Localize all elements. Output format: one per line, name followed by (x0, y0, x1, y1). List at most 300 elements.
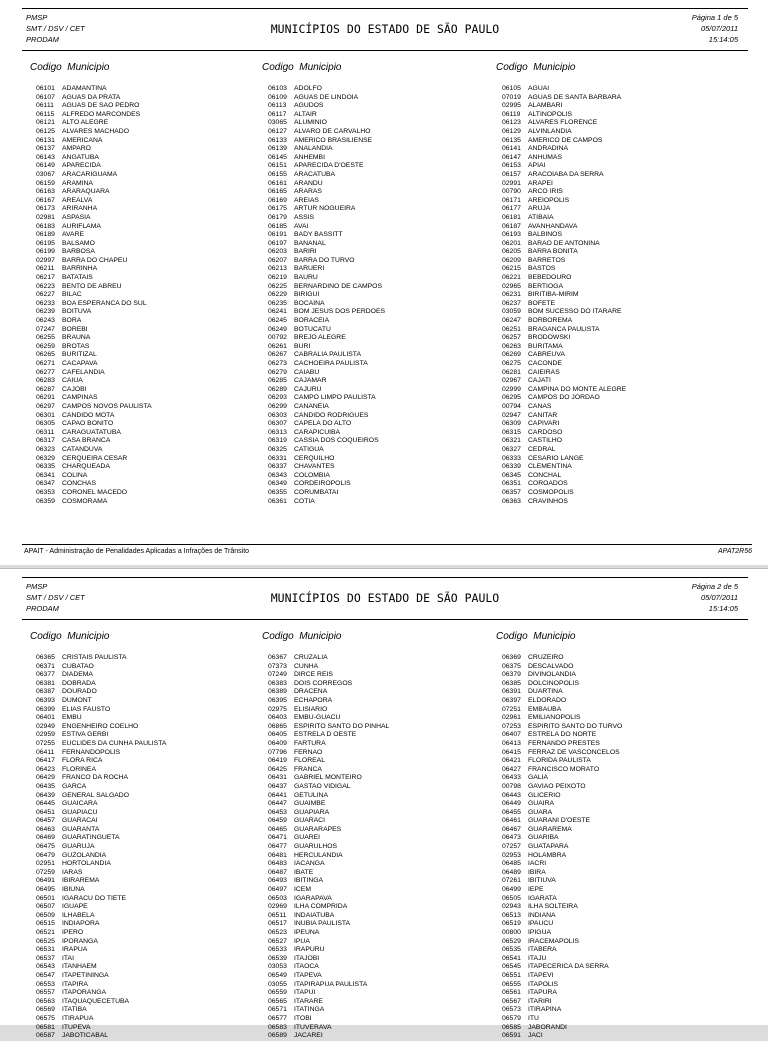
municipio-name: BARRINHA (62, 265, 98, 273)
municipio-row (36, 989, 166, 998)
municipio-row (268, 154, 385, 163)
municipio-code: 06515 (36, 920, 55, 928)
municipio-code: 06219 (268, 274, 287, 282)
municipio-code: 06173 (36, 205, 55, 213)
municipio-name: ESPIRITO SANTO DO TURVO (528, 722, 623, 730)
municipio-name: BORA (62, 317, 82, 325)
municipio-code: 06477 (268, 843, 287, 851)
municipio-row (268, 843, 389, 852)
municipio-code: 06533 (268, 946, 287, 954)
municipio-code: 07796 (268, 748, 287, 756)
municipio-row (268, 446, 385, 455)
header-meta-block (692, 12, 738, 45)
municipio-name: IPEUNA (294, 929, 320, 936)
municipio-name: AREIAS (294, 196, 319, 204)
municipio-code: 06367 (268, 654, 287, 661)
municipio-code: 06283 (36, 377, 55, 385)
municipio-code: 06411 (36, 748, 55, 756)
municipio-row (502, 463, 626, 472)
municipio-name: CRISTAIS PAULISTA (62, 654, 127, 661)
report-title: MUNICÍPIOS DO ESTADO DE SÃO PAULO (270, 591, 500, 605)
municipio-code: 06183 (36, 222, 55, 230)
municipio-code: 06317 (36, 437, 55, 445)
municipio-row (268, 920, 389, 929)
municipio-name: BRAGANCA PAULISTA (528, 325, 600, 333)
municipio-name: CAIABU (294, 368, 320, 376)
municipio-code: 06155 (268, 170, 287, 178)
municipio-name: BARRA BONITA (528, 248, 578, 256)
municipio-code: 06417 (36, 757, 55, 765)
municipio-code: 06197 (268, 239, 287, 247)
municipio-row (268, 291, 385, 300)
municipio-code: 06285 (268, 377, 287, 385)
municipio-name: FRANCO DA ROCHA (62, 774, 129, 782)
municipio-row (502, 706, 622, 715)
municipio-row (268, 248, 385, 257)
municipio-row (502, 757, 622, 766)
municipio-row (268, 792, 389, 801)
municipio-row (268, 283, 385, 292)
municipio-row (502, 740, 622, 749)
municipio-list (268, 654, 389, 1041)
municipio-code: 06509 (36, 911, 55, 919)
municipio-name: CLEMENTINA (528, 463, 572, 471)
municipio-name: BIRITIBA-MIRIM (528, 291, 579, 299)
municipio-row (36, 231, 152, 240)
municipio-code: 03067 (36, 170, 55, 178)
municipio-name: DIRCE REIS (294, 671, 333, 679)
municipio-code: 06505 (502, 894, 521, 902)
municipio-row (36, 205, 152, 214)
municipio-code: 06157 (502, 170, 521, 178)
municipio-row (502, 834, 622, 843)
municipio-name: BANANAL (294, 239, 326, 247)
municipio-name: BORACEIA (294, 317, 330, 325)
municipio-code: 06397 (502, 696, 521, 704)
municipio-code: 06423 (36, 765, 55, 773)
municipio-code: 03065 (268, 119, 287, 127)
municipio-name: CASA BRANCA (62, 437, 111, 445)
municipio-code: 02991 (502, 179, 521, 187)
municipio-row (36, 1015, 166, 1024)
municipio-name: DUARTINA (528, 688, 563, 696)
municipio-name: GETULINA (294, 791, 328, 799)
municipio-name: AGUAI (528, 85, 550, 92)
municipio-name: ASPASIA (62, 213, 91, 221)
column-header: Codigo Municipio (262, 631, 342, 642)
municipio-name: CUNHA (294, 662, 319, 670)
municipio-code: 06537 (36, 954, 55, 962)
municipio-name: ARCO IRIS (528, 188, 563, 196)
municipio-name: HERCULANDIA (294, 851, 343, 859)
municipio-row (36, 94, 152, 103)
municipio-name: INDIAPORA (62, 920, 100, 928)
municipio-code: 06371 (36, 662, 55, 670)
municipio-name: IACRI (528, 860, 547, 868)
municipio-code: 06151 (268, 162, 287, 170)
municipio-code: 06307 (268, 420, 287, 428)
municipio-code: 06419 (268, 757, 287, 765)
municipio-code: 06487 (268, 868, 287, 876)
municipio-name: DIVINOLANDIA (528, 671, 576, 679)
column-header: Codigo Municipio (262, 62, 342, 73)
municipio-row (502, 697, 622, 706)
municipio-code: 06153 (502, 162, 521, 170)
municipio-row (36, 283, 152, 292)
municipio-name: ELDORADO (528, 696, 567, 704)
municipio-code: 06473 (502, 834, 521, 842)
municipio-code: 06555 (502, 980, 521, 988)
report-header (22, 577, 748, 620)
municipio-code: 02965 (502, 282, 521, 290)
municipio-code: 02999 (502, 385, 521, 393)
municipio-row (268, 386, 385, 395)
municipio-code: 06395 (268, 696, 287, 704)
municipio-code: 06143 (36, 153, 55, 161)
municipio-code: 06327 (502, 445, 521, 453)
municipio-row (502, 386, 626, 395)
municipio-row (36, 843, 166, 852)
municipio-code: 06379 (502, 671, 521, 679)
municipio-code: 02981 (36, 213, 55, 221)
municipio-row (36, 706, 166, 715)
municipio-row (36, 403, 152, 412)
municipio-code: 06261 (268, 342, 287, 350)
municipio-row (36, 903, 166, 912)
municipio-row (36, 351, 152, 360)
municipio-name: BREJO ALEGRE (294, 334, 346, 342)
municipio-row (502, 877, 622, 886)
municipio-name: IARAS (62, 868, 83, 876)
municipio-name: BARRA DO CHAPEU (62, 256, 128, 264)
municipio-name: BASTOS (528, 265, 556, 273)
municipio-name: ITAJOBI (294, 954, 320, 962)
municipio-code: 06459 (268, 817, 287, 825)
municipio-code: 06387 (36, 688, 55, 696)
municipio-name: DIADEMA (62, 671, 93, 679)
municipio-row (502, 240, 626, 249)
municipio-name: ITAPETININGA (62, 971, 109, 979)
header-org-smt: SMT / DSV / CET (26, 593, 85, 602)
municipio-code: 06587 (36, 1032, 55, 1040)
municipio-row (36, 817, 166, 826)
municipio-name: ITANHAEM (62, 963, 97, 971)
municipio-row (268, 498, 385, 507)
municipio-code: 06117 (268, 110, 287, 118)
municipio-row (36, 137, 152, 146)
municipio-row (268, 334, 385, 343)
municipio-code: 02997 (36, 256, 55, 264)
municipio-name: ARACARIGUAMA (62, 170, 118, 178)
municipio-row (268, 852, 389, 861)
municipio-name: GUARANTA (62, 825, 100, 833)
municipio-row (36, 877, 166, 886)
municipio-code: 06499 (502, 886, 521, 894)
municipio-code: 06217 (36, 274, 55, 282)
municipio-row (268, 240, 385, 249)
municipio-name: BROTAS (62, 342, 90, 350)
municipio-code: 06517 (268, 920, 287, 928)
municipio-name: CAMPINA DO MONTE ALEGRE (528, 385, 627, 393)
municipio-row (268, 912, 389, 921)
municipio-name: BEBEDOURO (528, 274, 572, 282)
municipio-name: ITUPEVA (62, 1023, 91, 1031)
municipio-row (502, 1024, 622, 1033)
municipio-row (36, 489, 152, 498)
municipio-row (502, 989, 622, 998)
municipio-row (36, 886, 166, 895)
municipio-row (268, 817, 389, 826)
municipio-row (36, 498, 152, 507)
municipio-name: IPAUCU (528, 920, 554, 928)
municipio-code: 07253 (502, 722, 521, 730)
municipio-name: ILHA SOLTEIRA (528, 903, 578, 911)
municipio-code: 07249 (268, 671, 287, 679)
municipio-name: CESARIO LANGE (528, 454, 584, 462)
municipio-name: ITAPOLIS (528, 980, 559, 988)
municipio-code: 06521 (36, 929, 55, 936)
municipio-name: ALVARO DE CARVALHO (294, 127, 371, 135)
municipio-name: CHARQUEADA (62, 463, 110, 471)
municipio-row (502, 981, 622, 990)
municipio-name: FERRAZ DE VASCONCELOS (528, 748, 620, 756)
municipio-name: CABREUVA (528, 351, 565, 359)
municipio-name: IEPE (528, 886, 544, 894)
municipio-row (502, 792, 622, 801)
municipio-code: 06433 (502, 774, 521, 782)
municipio-name: ALTINOPOLIS (528, 110, 573, 118)
municipio-code: 06497 (268, 886, 287, 894)
municipio-name: ARAPEI (528, 179, 553, 187)
municipio-name: CARAPICUIBA (294, 428, 341, 436)
municipio-row (502, 351, 626, 360)
municipio-name: AMPARO (62, 145, 91, 153)
municipio-code: 06175 (268, 205, 287, 213)
municipio-code: 06241 (268, 308, 287, 316)
municipio-code: 06149 (36, 162, 55, 170)
municipio-row (36, 300, 152, 309)
municipio-row (268, 946, 389, 955)
municipio-list (268, 85, 385, 506)
municipio-row (268, 740, 389, 749)
municipio-code: 06207 (268, 256, 287, 264)
municipio-row (268, 369, 385, 378)
municipio-row (36, 429, 152, 438)
municipio-row (268, 197, 385, 206)
municipio-name: JACI (528, 1032, 543, 1040)
municipio-code: 06163 (36, 188, 55, 196)
municipio-row (268, 1032, 389, 1041)
municipio-row (36, 265, 152, 274)
municipio-code: 06481 (268, 851, 287, 859)
municipio-code: 06557 (36, 989, 55, 997)
municipio-code: 06233 (36, 299, 55, 307)
municipio-name: HOLAMBRA (528, 851, 567, 859)
municipio-name: ARANDU (294, 179, 323, 187)
municipio-code: 06465 (268, 825, 287, 833)
municipio-name: CAFELANDIA (62, 368, 105, 376)
municipio-name: BARAO DE ANTONINA (528, 239, 600, 247)
municipio-row (268, 455, 385, 464)
page-number: Página 1 de 5 (691, 13, 738, 22)
municipio-name: ITATINGA (294, 1006, 325, 1014)
municipio-name: ALAMBARI (528, 102, 563, 110)
municipio-row (268, 654, 389, 663)
municipio-name: CAMPOS NOVOS PAULISTA (62, 402, 152, 410)
municipio-name: EMILIANOPOLIS (528, 714, 581, 722)
municipio-name: ALTAIR (294, 110, 317, 118)
municipio-row (268, 223, 385, 232)
municipio-code: 06483 (268, 860, 287, 868)
municipio-name: CAPELA DO ALTO (294, 420, 352, 428)
municipio-row (36, 852, 166, 861)
municipio-name: GUAICARA (62, 800, 98, 808)
municipio-name: BURITAMA (528, 342, 563, 350)
municipio-row (502, 654, 622, 663)
municipio-code: 06313 (268, 428, 287, 436)
municipio-name: ITAQUAQUECETUBA (62, 997, 130, 1005)
column-1 (30, 631, 166, 1041)
column-1 (30, 62, 152, 506)
municipio-row (36, 912, 166, 921)
municipio-row (502, 714, 622, 723)
municipio-row (36, 257, 152, 266)
municipio-code: 06289 (268, 385, 287, 393)
municipio-row (268, 265, 385, 274)
municipio-name: IBITIUVA (528, 877, 556, 885)
municipio-row (36, 929, 166, 938)
municipio-code: 06455 (502, 808, 521, 816)
municipio-row (502, 920, 622, 929)
municipio-code: 06385 (502, 679, 521, 687)
municipio-code: 06427 (502, 765, 521, 773)
municipio-name: EMBU (62, 714, 82, 722)
municipio-code: 06167 (36, 196, 55, 204)
municipio-name: CUBATAO (62, 662, 94, 670)
municipio-row (502, 317, 626, 326)
municipio-name: GUAREI (294, 834, 321, 842)
municipio-code: 06211 (36, 265, 55, 273)
municipio-name: CAIEIRAS (528, 368, 560, 376)
municipio-name: ESPIRITO SANTO DO PINHAL (294, 722, 390, 730)
municipio-row (502, 886, 622, 895)
municipio-row (502, 731, 622, 740)
municipio-row (36, 809, 166, 818)
municipio-code: 06551 (502, 971, 521, 979)
municipio-row (268, 111, 385, 120)
report-header (22, 8, 748, 51)
municipio-code: 07247 (36, 325, 55, 333)
municipio-name: CACAPAVA (62, 360, 98, 367)
municipio-row (268, 860, 389, 869)
municipio-row (36, 869, 166, 878)
municipio-row (268, 774, 389, 783)
municipio-code: 06195 (36, 239, 55, 247)
municipio-name: ITATIBA (62, 1006, 87, 1014)
header-org-prodam: PRODAM (26, 604, 59, 613)
report-time: 15:14:05 (708, 604, 738, 613)
municipio-name: BATATAIS (62, 274, 93, 282)
municipio-name: ARARAS (294, 188, 322, 196)
column-3 (496, 631, 622, 1041)
municipio-list (36, 85, 152, 506)
municipio-name: CERQUEIRA CESAR (62, 454, 128, 462)
municipio-row (502, 998, 622, 1007)
municipio-code: 06389 (268, 688, 287, 696)
municipio-code: 06177 (502, 205, 521, 213)
municipio-name: HORTOLANDIA (62, 860, 111, 868)
report-date: 05/07/2011 (701, 24, 738, 33)
municipio-row (502, 231, 626, 240)
municipio-row (268, 1015, 389, 1024)
municipio-code: 06471 (268, 834, 287, 842)
municipio-row (502, 412, 626, 421)
municipio-name: COSMORAMA (62, 497, 108, 505)
municipio-name: CONCHAL (528, 471, 562, 479)
municipio-row (36, 248, 152, 257)
municipio-row (268, 697, 389, 706)
municipio-name: BERTIOGA (528, 282, 563, 290)
municipio-row (268, 757, 389, 766)
municipio-code: 06347 (36, 480, 55, 488)
municipio-name: ASSIS (294, 213, 315, 221)
municipio-name: AVAI (294, 222, 309, 230)
municipio-name: CERQUILHO (294, 454, 335, 462)
municipio-code: 06335 (36, 463, 55, 471)
municipio-code: 06127 (268, 127, 287, 135)
municipio-row (268, 671, 389, 680)
municipio-code: 06333 (502, 454, 521, 462)
municipio-name: ARACATUBA (294, 170, 336, 178)
municipio-code: 06107 (36, 93, 55, 101)
municipio-name: BALBINOS (528, 231, 562, 239)
municipio-name: CASSIA DOS COQUEIROS (294, 437, 379, 445)
municipio-row (268, 403, 385, 412)
municipio-row (502, 480, 626, 489)
municipio-name: AGUAS DE LINDOIA (294, 93, 359, 101)
municipio-code: 07255 (36, 739, 55, 747)
municipio-row (268, 929, 389, 938)
municipio-code: 00798 (502, 782, 521, 790)
municipio-name: IPUA (294, 937, 310, 945)
municipio-row (502, 308, 626, 317)
municipio-name: ITABERA (528, 946, 557, 954)
municipio-row (268, 308, 385, 317)
municipio-code: 06375 (502, 662, 521, 670)
municipio-row (268, 437, 385, 446)
municipio-name: ILHABELA (62, 911, 95, 919)
municipio-row (502, 437, 626, 446)
municipio-name: ARIRANHA (62, 205, 98, 213)
municipio-name: BORBOREMA (528, 317, 573, 325)
municipio-code: 06445 (36, 800, 55, 808)
municipio-row (268, 809, 389, 818)
municipio-code: 06315 (502, 428, 521, 436)
municipio-code: 06225 (268, 282, 287, 290)
municipio-row (502, 111, 626, 120)
municipio-code: 06529 (502, 937, 521, 945)
municipio-row (502, 843, 622, 852)
municipio-row (36, 774, 166, 783)
municipio-name: BARIRI (294, 248, 317, 256)
municipio-name: CAPAO BONITO (62, 420, 114, 428)
municipio-row (502, 429, 626, 438)
municipio-row (502, 895, 622, 904)
municipio-name: BILAC (62, 291, 82, 299)
municipio-row (36, 766, 166, 775)
municipio-code: 06299 (268, 402, 287, 410)
municipio-row (502, 85, 626, 94)
